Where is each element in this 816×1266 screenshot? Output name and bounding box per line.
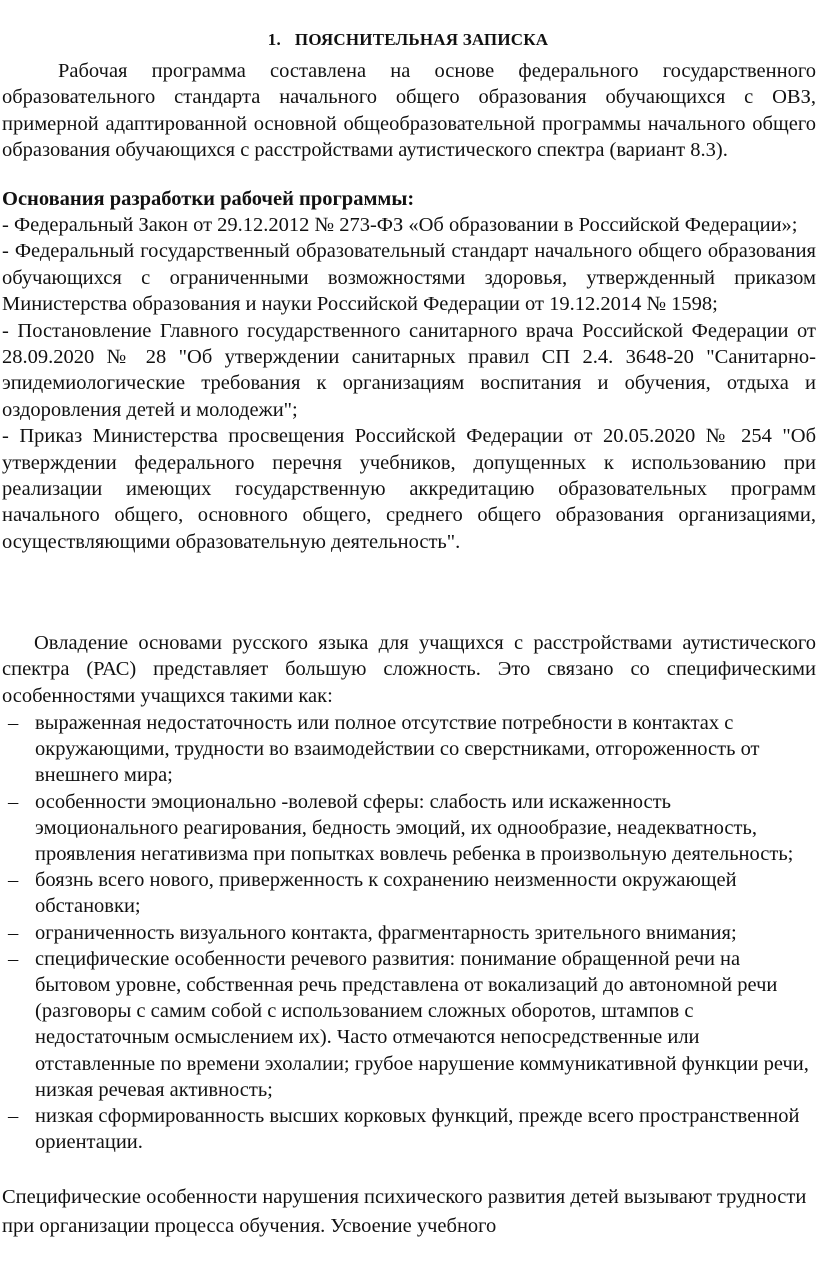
bullet-marker: – [8,921,19,944]
feature-item [0,867,816,919]
bullet-marker: – [8,947,19,970]
feature-item [0,1103,816,1155]
ras-paragraph: Овладение основами русского языка для учащихся с расстройствами аутистического спектра (РАС) представляет большую сложность. Это связано со специфическими особенностями учащихся такими как: [2,632,816,707]
basis-item: - Федеральный государственный образовательный стандарт начального общего образования обучающихся с ограниченными возможностями здоровья, утвержденный приказом Министерства образования и науки Российской Федерации от 19.12.2014 № 1598; [2,240,816,316]
feature-text: ограниченность визуального контакта, фрагментарность зрительного внимания; [35,921,737,944]
basis-title: Основания разработки рабочей программы: [2,188,415,210]
bullet-marker: – [8,712,19,734]
feature-item [0,920,816,946]
bullet-marker: – [8,790,19,813]
feature-item [0,946,816,1103]
feature-text: низкая сформированность высших корковых функций, прежде всего пространственной ориентации. [35,1105,800,1154]
bullet-marker: – [8,869,19,892]
basis-item: - Федеральный Закон от 29.12.2012 № 273-ФЗ «Об образовании в Российской Федерации»; [2,214,798,236]
bullet-marker: – [8,1105,19,1128]
feature-text: боязнь всего нового, приверженность к сохранению неизменности окружающей обстановки; [35,869,737,918]
feature-item [0,710,816,789]
basis-item: - Приказ Министерства просвещения Российской Федерации от 20.05.2020 № 254 "Об утверждении федерального перечня учебников, допущенных к использованию при реализации имеющих государственную аккредитацию образовательных программ начального общего, основного общего, среднего общего образования организациями, осуществляющими образовательную деятельность". [2,425,816,553]
feature-text: выраженная недостаточность или полное отсутствие потребности в контактах с окружающими, трудности во взаимодействии со сверстниками, отгороженность от внешнего мира; [35,712,760,787]
section-title: ПОЯСНИТЕЛЬНАЯ ЗАПИСКА [294,30,549,49]
section-heading [0,30,816,50]
section-number: 1. [267,30,281,49]
basis-list [2,212,816,555]
feature-text: особенности эмоционально -волевой сферы: слабость или искаженность эмоционального реагирования, бедность эмоций, их однообразие, неадекватность, проявления негативизма при попытках вовлечь ребенка в произвольную деятельность; [35,790,794,866]
feature-item [0,789,816,868]
basis-item: - Постановление Главного государственного санитарного врача Российской Федерации от 28.09.2020 № 28 "Об утверждении санитарных правил СП 2.4. 3648-20 "Санитарно-эпидемиологические требования к организациям воспитания и обучения, отдыха и оздоровления детей и молодежи"; [2,319,816,421]
intro-paragraph: Рабочая программа составлена на основе федерального государственного образовательного стандарта начального общего образования обучающихся с ОВЗ, примерной адаптированной основной общеобразовательной программы начального общего образования обучающихся с расстройствами аутистического спектра (вариант 8.3). [2,60,816,162]
final-paragraph: Специфические особенности нарушения психического развития детей вызывают трудности при организации процесса обучения. Усвоение учебного [2,1186,807,1237]
feature-text: специфические особенности речевого развития: понимание обращенной речи на бытовом уровне, собственная речь представлена от вокализаций до автономной речи (разговоры с самим собой с использованием сложных оборотов, штампов с недостаточным осмыслением их). Часто отмечаются непосредственные или отставленные по времени эхолалии; грубое нарушение коммуникативной функции речи, низкая речевая активность; [35,947,809,1101]
features-list [0,710,816,1155]
